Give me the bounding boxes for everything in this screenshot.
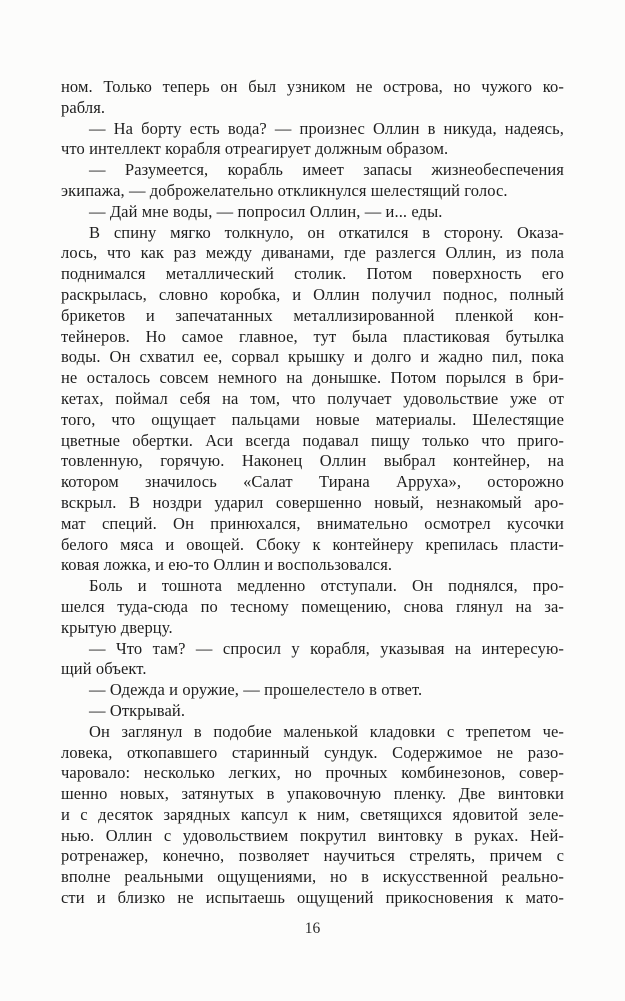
text-line: кетах, поймал себя на том, что получает удовольствие уже от <box>61 388 564 408</box>
text-line: и с десяток зарядных капсул к ним, светящихся ядовитой зеле- <box>61 804 564 824</box>
text-line: Он заглянул в подобие маленькой кладовки с трепетом че- <box>89 721 564 741</box>
text-line: ковая ложка, и ею-то Оллин и воспользовался. <box>61 555 393 575</box>
text-line: ном. Только теперь он был узником не острова, но чужого ко- <box>61 77 564 96</box>
text-line: В спину мягко толкнуло, он откатился в сторону. Оказа- <box>89 222 564 242</box>
text-line: того, что ощущает пальцами новые материалы. Шелестящие <box>61 409 564 429</box>
text-line: крытую дверцу. <box>61 617 173 637</box>
text-line: — Открывай. <box>89 700 186 720</box>
text-line: — Дай мне воды, — попросил Оллин, — и... еды. <box>89 201 443 221</box>
text-line: вполне реальными ощущениями, но в искусственной реально- <box>61 867 564 887</box>
text-line: котором значилось «Салат Тирана Арруха», осторожно <box>61 472 564 492</box>
text-line: рабля. <box>61 97 106 117</box>
text-line: не осталось совсем немного на донышке. Потом порылся в бри- <box>61 368 564 388</box>
text-line: тейнеров. Но самое главное, тут была пластиковая бутылка <box>61 326 564 346</box>
text-line: цветные обертки. Аси всегда подавал пищу только что приго- <box>61 430 564 450</box>
page-text <box>61 77 564 909</box>
text-line: шелся туда-сюда по тесному помещению, снова глянул на за- <box>61 596 564 616</box>
text-line: — Одежда и оружие, — прошелестело в ответ. <box>89 680 423 700</box>
text-line: товленную, горячую. Наконец Оллин выбрал контейнер, на <box>61 451 564 471</box>
text-line: экипажа, — доброжелательно откликнулся шелестящий голос. <box>61 180 508 200</box>
text-line: нью. Оллин с удовольствием покрутил винтовку в руках. Ней- <box>61 825 564 845</box>
text-line: — Разумеется, корабль имеет запасы жизнеобеспечения <box>89 160 564 180</box>
page-number: 16 <box>304 920 321 937</box>
text-line: воды. Он схватил ее, сорвал крышку и долго и жадно пил, пока <box>61 347 564 367</box>
text-line: вскрыл. В ноздри ударил совершенно новый, незнакомый аро- <box>61 492 564 512</box>
text-line: — На борту есть вода? — произнес Оллин в никуда, надеясь, <box>89 118 564 138</box>
text-line: ловека, откопавшего старинный сундук. Содержимое не разо- <box>61 742 564 762</box>
text-line: шенно новых, затянутых в упаковочную пленку. Две винтовки <box>61 784 564 804</box>
text-line: раскрылась, словно коробка, и Оллин получил поднос, полный <box>61 284 564 304</box>
text-line: Боль и тошнота медленно отступали. Он поднялся, про- <box>89 576 564 596</box>
text-line: поднимался металлический столик. Потом поверхность его <box>61 264 564 284</box>
text-line: чаровало: несколько легких, но прочных комбинезонов, совер- <box>61 763 564 783</box>
text-line: что интеллект корабля отреагирует должным образом. <box>61 139 449 159</box>
text-line: — Что там? — спросил у корабля, указывая на интересую- <box>89 638 564 658</box>
text-line: брикетов и запечатанных металлизированной пленкой кон- <box>61 305 564 325</box>
text-line: лось, что как раз между диванами, где разлегся Оллин, из пола <box>61 243 564 263</box>
text-line: ротренажер, конечно, позволяет научиться стрелять, причем с <box>61 846 564 866</box>
text-line: белого мяса и овощей. Сбоку к контейнеру крепилась пласти- <box>61 534 564 554</box>
text-line: сти и близко не испытаешь ощущений прикосновения к мато- <box>61 888 564 908</box>
text-line: щий объект. <box>61 659 147 679</box>
text-line: мат специй. Он принюхался, внимательно осмотрел кусочки <box>61 513 564 533</box>
